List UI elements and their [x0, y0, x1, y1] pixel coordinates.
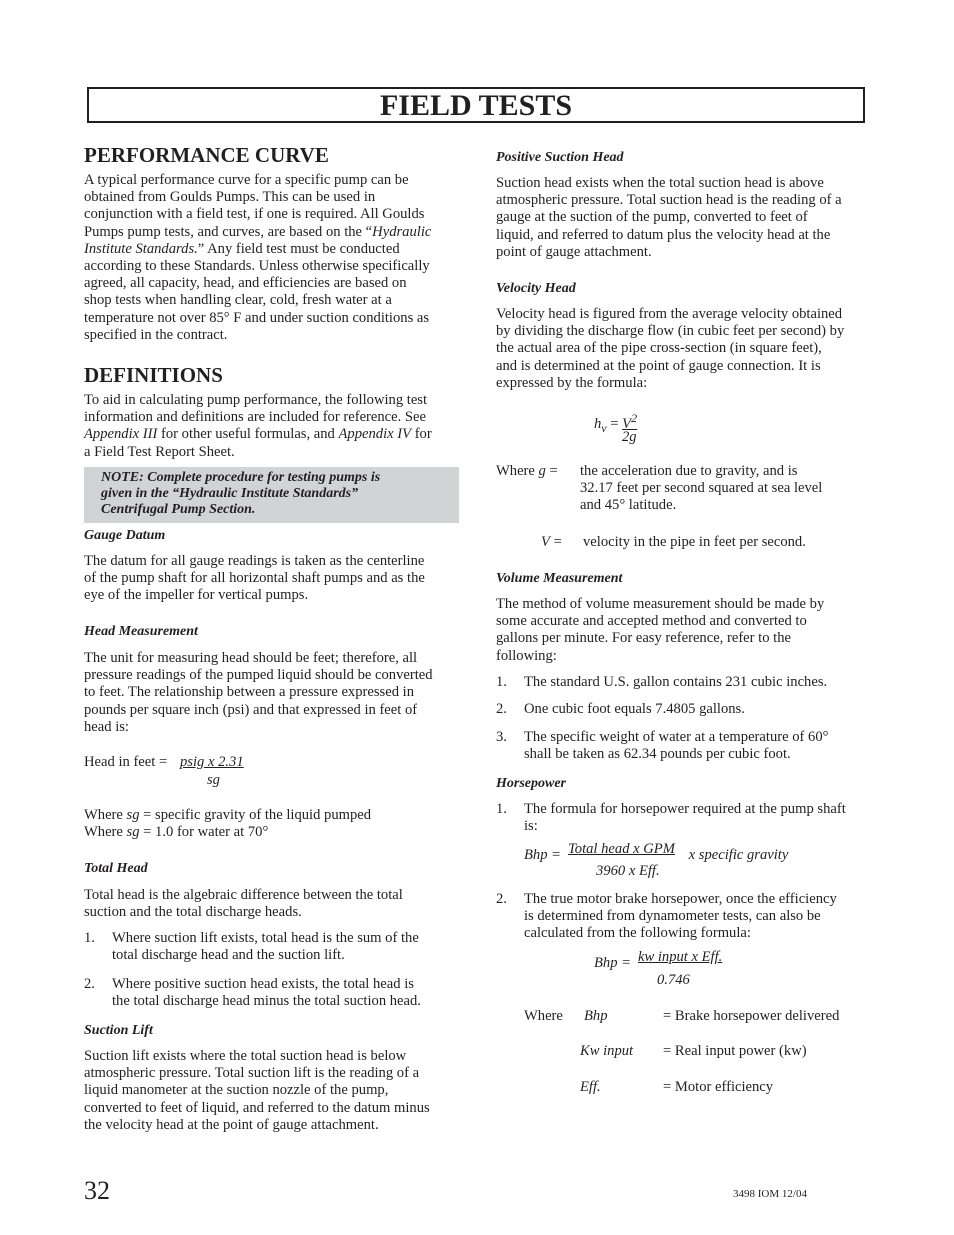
suction-lift-paragraph: Suction lift exists where the total suction head is below atmospheric pressure. Total suction lift is the reading of a liquid manometer at the suction nozzle of the pump, converted to feet of liquid, and referred to the datum minus the velocity head at the point of gauge attachment. — [84, 1048, 430, 1133]
performance-curve-paragraph: A typical performance curve for a specific pump can be obtained from Goulds Pumps. This can be used in conjunction with a field test, if one is required. All Goulds Pumps pump tests, and curves, are based on the “Hydraulic Institute Standards.” Any field test must be conducted according to these Standards. Unless otherwise specifically agreed, all capacity, head, and efficiencies are based on shop tests when handling clear, cold, fresh water at a temperature not over 85° F and under suction conditions as specified in the contract. — [84, 172, 432, 343]
list-item: 2. Where positive suction head exists, the total head is the total discharge head minus the total suction head. — [84, 976, 421, 1010]
bhp-formula-tail: x specific gravity — [685, 847, 789, 863]
gauge-datum-heading: Gauge Datum — [84, 528, 166, 543]
where-term-eff: Eff. — [580, 1079, 601, 1095]
list-item: 1. The standard U.S. gallon contains 231 cubic inches. — [496, 674, 828, 690]
positive-suction-heading: Positive Suction Head — [496, 150, 624, 165]
positive-suction-paragraph: Suction head exists when the total suction head is above atmospheric pressure. Total suction head is the reading of a gauge at the suction of the pump, converted to feet of liquid, and referred to datum plus the velocity head at the point of gauge attachment. — [496, 175, 842, 260]
definitions-heading: DEFINITIONS — [84, 363, 223, 387]
volume-measurement-heading: Volume Measurement — [496, 571, 623, 586]
page-number: 32 — [84, 1176, 110, 1205]
where-label: Where — [524, 1008, 563, 1024]
bhp2-formula-lhs: Bhp = — [594, 955, 635, 971]
total-head-heading: Total Head — [84, 861, 148, 876]
total-head-paragraph: Total head is the algebraic difference between the total suction and the total discharge heads. — [84, 887, 403, 921]
performance-curve-heading: PERFORMANCE CURVE — [84, 143, 329, 167]
velocity-head-formula-denominator: 2g — [622, 429, 637, 445]
head-measurement-paragraph: The unit for measuring head should be feet; therefore, all pressure readings of the pumped liquid should be converted to feet. The relationship between a pressure expressed in pounds per square inch (psi) and that expressed in feet of head is: — [84, 650, 433, 735]
velocity-head-heading: Velocity Head — [496, 281, 576, 296]
list-item: 1. Where suction lift exists, total head is the sum of the total discharge head and the suction lift. — [84, 930, 419, 964]
bhp-formula-denominator: 3960 x Eff. — [596, 863, 660, 879]
where-term-kw: Kw input — [580, 1043, 634, 1059]
volume-measurement-paragraph: The method of volume measurement should be made by some accurate and accepted method and converted to gallons per minute. For easy reference, refer to the following: — [496, 596, 825, 664]
list-item: 3. The specific weight of water at a temperature of 60° shall be taken as 62.34 pounds per cubic foot. — [496, 729, 829, 763]
where-g-label: Where g = — [496, 463, 558, 479]
page-title: FIELD TESTS — [87, 87, 865, 123]
definitions-paragraph: To aid in calculating pump performance, the following test information and definitions are included for reference. See Appendix III for other useful formulas, and Appendix IV for a Field Test Report Sheet. — [84, 392, 432, 460]
bhp2-formula-denominator: 0.746 — [657, 972, 690, 988]
bhp-formula-lhs: Bhp = — [524, 847, 565, 863]
where-sg-line-1: Where sg = specific gravity of the liquid pumped — [84, 807, 372, 823]
horsepower-heading: Horsepower — [496, 776, 566, 791]
where-g-definition: the acceleration due to gravity, and is 32.17 feet per second squared at sea level and 45° latitude. — [580, 463, 823, 514]
head-measurement-heading: Head Measurement — [84, 624, 198, 639]
where-term-bhp: Bhp — [584, 1008, 608, 1024]
note-box — [84, 467, 459, 523]
v-label: V = — [541, 534, 562, 550]
velocity-head-formula: $h_v = V^2$ — [594, 411, 638, 435]
head-formula-label: Head in feet = — [84, 754, 171, 770]
list-item: 2. One cubic foot equals 7.4805 gallons. — [496, 701, 745, 717]
document-code: 3498 IOM 12/04 — [733, 1188, 807, 1200]
v-definition: velocity in the pipe in feet per second. — [583, 534, 806, 550]
gauge-datum-paragraph: The datum for all gauge readings is taken as the centerline of the pump shaft for all horizontal shaft pumps and as the eye of the impeller for vertical pumps. — [84, 553, 425, 604]
bhp2-formula-numerator: kw input x Eff. — [638, 949, 723, 965]
suction-lift-heading: Suction Lift — [84, 1023, 153, 1038]
note-text: NOTE: Complete procedure for testing pumps is given in the “Hydraulic Institute Standards” Centrifugal Pump Section. — [101, 470, 381, 517]
velocity-head-paragraph: Velocity head is figured from the average velocity obtained by dividing the discharge flow (in cubic feet per second) by the actual area of the pipe cross-section (in square feet), and is determined at the point of gauge connection. It is expressed by the formula: — [496, 306, 845, 391]
list-item: 2. The true motor brake horsepower, once the efficiency is determined from dynamometer tests, can also be calculated from the following formula: — [496, 891, 837, 942]
list-item: 1. The formula for horsepower required at the pump shaft is: — [496, 801, 846, 835]
head-formula-numerator: psig x 2.31 — [180, 754, 244, 770]
head-formula-denominator: sg — [207, 772, 220, 788]
where-def-bhp: = Brake horsepower delivered — [663, 1008, 840, 1024]
where-def-eff: = Motor efficiency — [663, 1079, 774, 1095]
where-sg-line-2: Where sg = 1.0 for water at 70° — [84, 824, 269, 840]
where-def-kw: = Real input power (kw) — [663, 1043, 807, 1059]
bhp-formula-numerator: Total head x GPM — [568, 841, 675, 857]
